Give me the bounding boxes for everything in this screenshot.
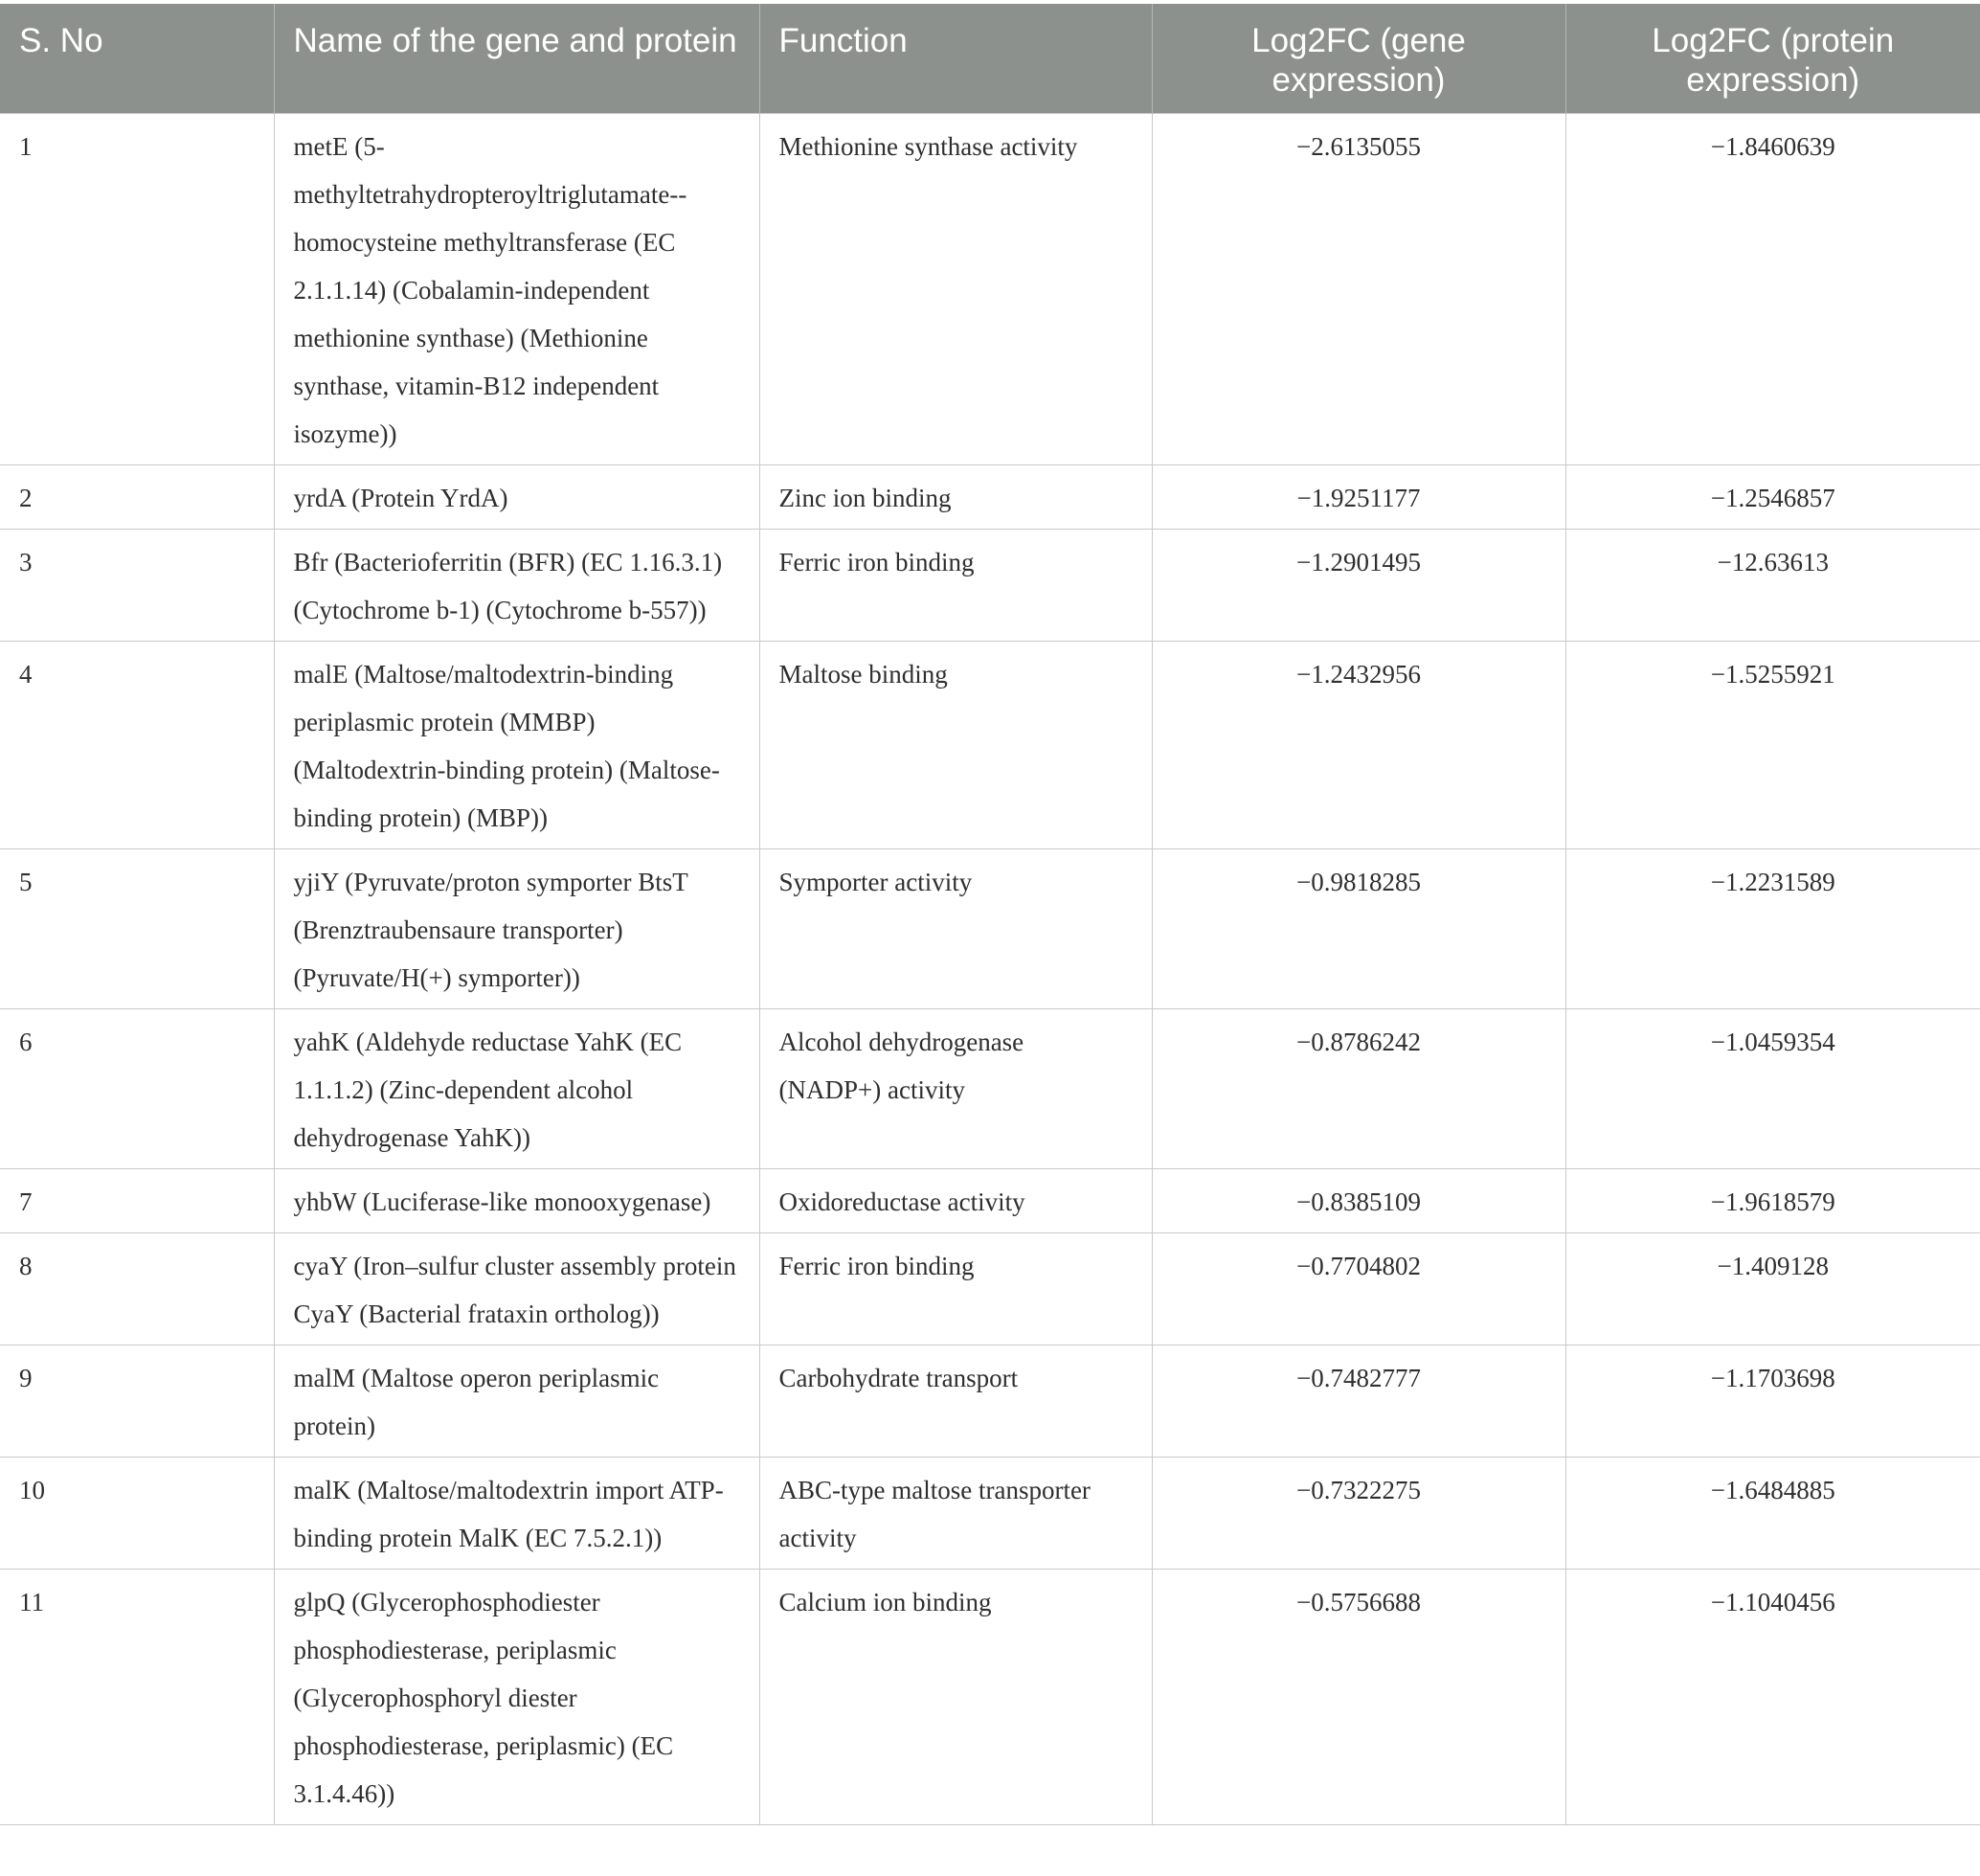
cell-sno: 8	[0, 1233, 274, 1345]
table-row	[0, 465, 1980, 530]
cell-name: glpQ (Glycerophosphodiester phosphodiesterase, periplasmic (Glycerophosphoryl diester phosphodiesterase, periplasmic) (EC 3.1.4.46))	[274, 1570, 759, 1825]
cell-function: Symporter activity	[759, 849, 1152, 1009]
cell-sno: 3	[0, 530, 274, 642]
cell-function: Alcohol dehydrogenase (NADP+) activity	[759, 1009, 1152, 1169]
table-body	[0, 114, 1980, 1825]
cell-function: Ferric iron binding	[759, 530, 1152, 642]
cell-log2fc-protein: −1.5255921	[1565, 642, 1980, 849]
cell-sno: 5	[0, 849, 274, 1009]
cell-log2fc-protein: −1.8460639	[1565, 114, 1980, 465]
cell-log2fc-gene: −0.9818285	[1152, 849, 1565, 1009]
cell-sno: 11	[0, 1570, 274, 1825]
cell-name: metE (5-methyltetrahydropteroyltriglutamate--homocysteine methyltransferase (EC 2.1.1.14) (Cobalamin-independent methionine synthase) (Methionine synthase, vitamin-B12 independent isozyme))	[274, 114, 759, 465]
cell-log2fc-protein: −1.0459354	[1565, 1009, 1980, 1169]
table-row	[0, 114, 1980, 465]
cell-log2fc-gene: −0.5756688	[1152, 1570, 1565, 1825]
cell-log2fc-gene: −0.8385109	[1152, 1169, 1565, 1233]
cell-sno: 4	[0, 642, 274, 849]
table-row	[0, 849, 1980, 1009]
cell-sno: 2	[0, 465, 274, 530]
table-row	[0, 1570, 1980, 1825]
table-header	[0, 4, 1980, 114]
cell-name: malM (Maltose operon periplasmic protein)	[274, 1345, 759, 1458]
header-name: Name of the gene and protein	[274, 4, 759, 114]
cell-log2fc-gene: −1.9251177	[1152, 465, 1565, 530]
cell-name: malE (Maltose/maltodextrin-binding periplasmic protein (MMBP) (Maltodextrin-binding protein) (Maltose-binding protein) (MBP))	[274, 642, 759, 849]
cell-function: Oxidoreductase activity	[759, 1169, 1152, 1233]
cell-function: Methionine synthase activity	[759, 114, 1152, 465]
cell-log2fc-gene: −0.7322275	[1152, 1458, 1565, 1570]
cell-sno: 7	[0, 1169, 274, 1233]
header-row	[0, 4, 1980, 114]
cell-name: cyaY (Iron–sulfur cluster assembly protein CyaY (Bacterial frataxin ortholog))	[274, 1233, 759, 1345]
cell-sno: 6	[0, 1009, 274, 1169]
table-row	[0, 1345, 1980, 1458]
table-row	[0, 530, 1980, 642]
cell-log2fc-gene: −1.2432956	[1152, 642, 1565, 849]
table-row	[0, 642, 1980, 849]
cell-log2fc-gene: −2.6135055	[1152, 114, 1565, 465]
cell-function: Zinc ion binding	[759, 465, 1152, 530]
cell-log2fc-protein: −1.409128	[1565, 1233, 1980, 1345]
cell-function: Maltose binding	[759, 642, 1152, 849]
cell-log2fc-gene: −1.2901495	[1152, 530, 1565, 642]
header-sno: S. No	[0, 4, 274, 114]
cell-function: Calcium ion binding	[759, 1570, 1152, 1825]
cell-log2fc-protein: −1.1040456	[1565, 1570, 1980, 1825]
gene-protein-table-container	[0, 4, 1980, 1825]
cell-name: yjiY (Pyruvate/proton symporter BtsT (Brenztraubensaure transporter) (Pyruvate/H(+) symporter))	[274, 849, 759, 1009]
gene-protein-table	[0, 4, 1980, 1825]
cell-sno: 10	[0, 1458, 274, 1570]
cell-name: Bfr (Bacterioferritin (BFR) (EC 1.16.3.1) (Cytochrome b-1) (Cytochrome b-557))	[274, 530, 759, 642]
header-log2fc-protein: Log2FC (protein expression)	[1565, 4, 1980, 114]
cell-log2fc-protein: −12.63613	[1565, 530, 1980, 642]
cell-function: Ferric iron binding	[759, 1233, 1152, 1345]
cell-log2fc-gene: −0.7482777	[1152, 1345, 1565, 1458]
cell-log2fc-gene: −0.8786242	[1152, 1009, 1565, 1169]
table-row	[0, 1009, 1980, 1169]
cell-name: yahK (Aldehyde reductase YahK (EC 1.1.1.2) (Zinc-dependent alcohol dehydrogenase YahK))	[274, 1009, 759, 1169]
cell-sno: 9	[0, 1345, 274, 1458]
table-row	[0, 1169, 1980, 1233]
cell-log2fc-gene: −0.7704802	[1152, 1233, 1565, 1345]
cell-sno: 1	[0, 114, 274, 465]
cell-name: yhbW (Luciferase-like monooxygenase)	[274, 1169, 759, 1233]
cell-name: malK (Maltose/maltodextrin import ATP-binding protein MalK (EC 7.5.2.1))	[274, 1458, 759, 1570]
cell-log2fc-protein: −1.2231589	[1565, 849, 1980, 1009]
table-row	[0, 1233, 1980, 1345]
cell-function: ABC-type maltose transporter activity	[759, 1458, 1152, 1570]
cell-function: Carbohydrate transport	[759, 1345, 1152, 1458]
table-row	[0, 1458, 1980, 1570]
cell-name: yrdA (Protein YrdA)	[274, 465, 759, 530]
header-function: Function	[759, 4, 1152, 114]
cell-log2fc-protein: −1.1703698	[1565, 1345, 1980, 1458]
header-log2fc-gene: Log2FC (gene expression)	[1152, 4, 1565, 114]
cell-log2fc-protein: −1.9618579	[1565, 1169, 1980, 1233]
cell-log2fc-protein: −1.6484885	[1565, 1458, 1980, 1570]
cell-log2fc-protein: −1.2546857	[1565, 465, 1980, 530]
